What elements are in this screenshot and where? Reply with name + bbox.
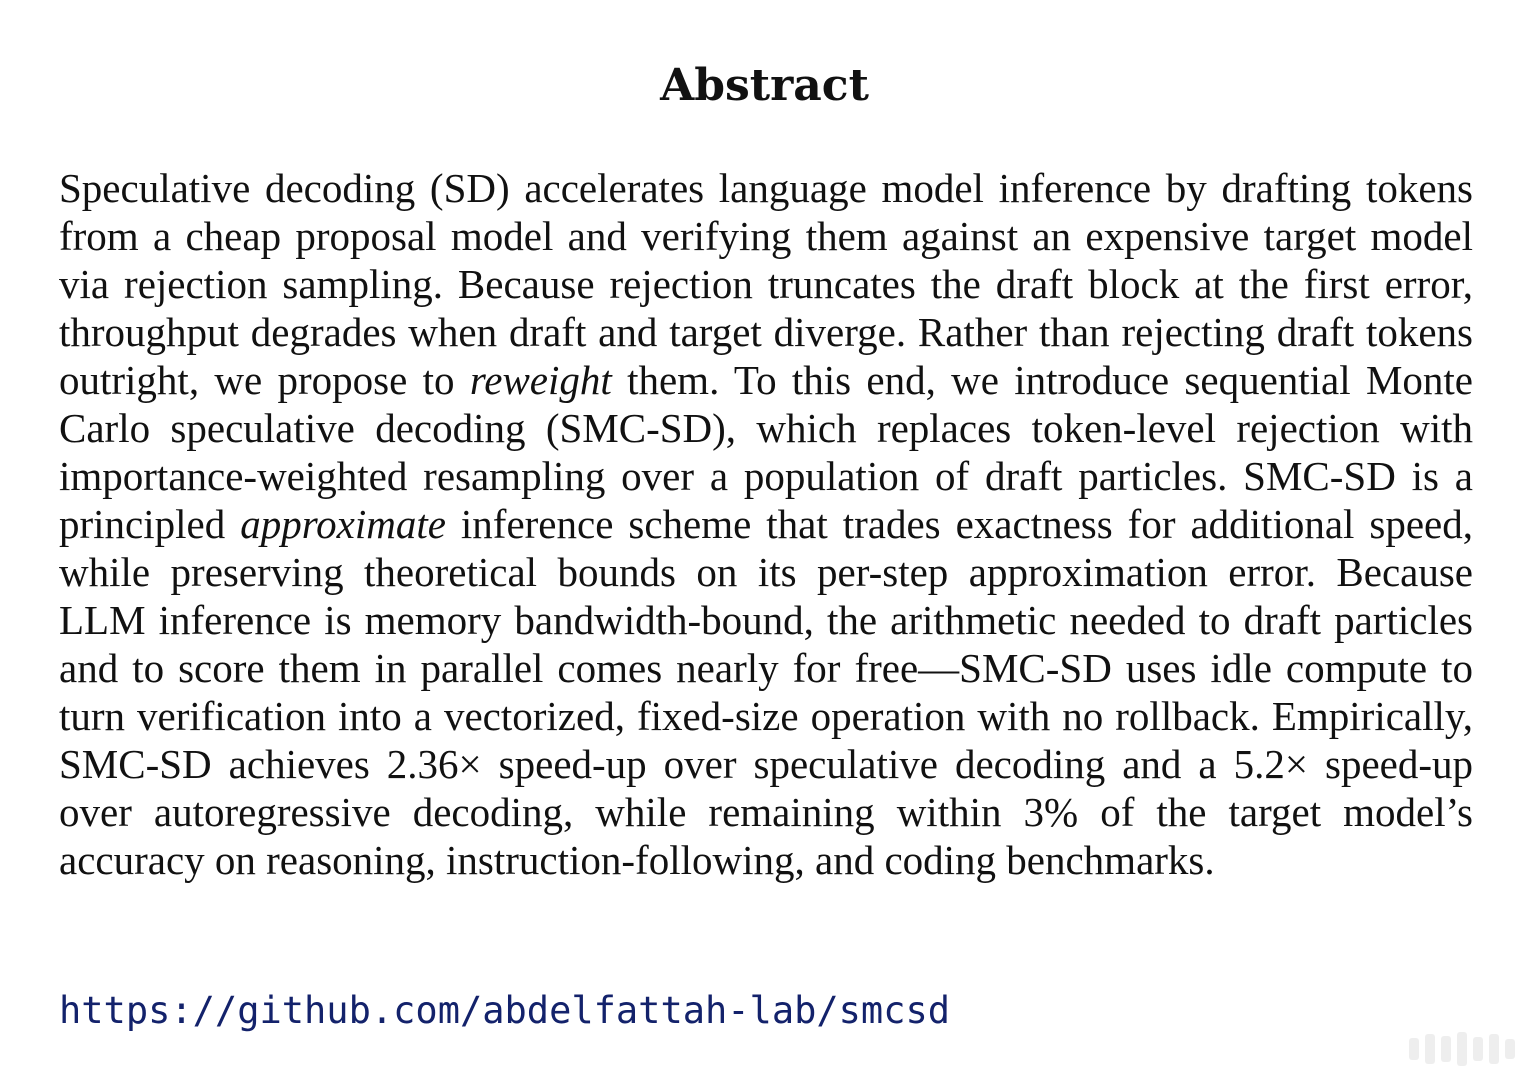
abstract-emphasis-approximate: approximate: [240, 501, 446, 547]
abstract-text-part-3: inference scheme that trades exactness for additional speed, while preserving theoretical bounds on its per-step approximation error. Because LLM inference is memory bandwidth-bound, the arithmetic needed to draft particles and to score them in parallel comes nearly for free—SMC-SD uses idle compute to turn verification into a vectorized, fixed-size operation with no rollback. Empirically, SMC-SD achieves 2.36× speed-up over speculative decoding and a 5.2× speed-up over autoregressive decoding, while remaining within 3% of the target model’s accuracy on reasoning, instruction-following, and coding benchmarks.: [59, 501, 1473, 883]
abstract-text-part-1: Speculative decoding (SD) accelerates language model inference by drafting tokens from a cheap proposal model and verifying them against an expensive target model via rejection sampling. Because rejection truncates the draft block at the first error, throughput degrades when draft and target diverge. Rather than rejecting draft tokens outright, we propose to: [59, 165, 1473, 403]
abstract-heading: Abstract: [660, 60, 869, 111]
github-repo-link[interactable]: https://github.com/abdelfattah-lab/smcsd: [59, 989, 951, 1032]
abstract-emphasis-reweight: reweight: [469, 357, 612, 403]
abstract-paragraph: [59, 164, 1473, 884]
abstract-text-part-2: them. To this end, we introduce sequential Monte Carlo speculative decoding (SMC-SD), which replaces token-level rejection with importance-weighted resampling over a population of draft particles. SMC-SD is a principled: [59, 357, 1473, 547]
watermark-logo: [1409, 1032, 1515, 1066]
